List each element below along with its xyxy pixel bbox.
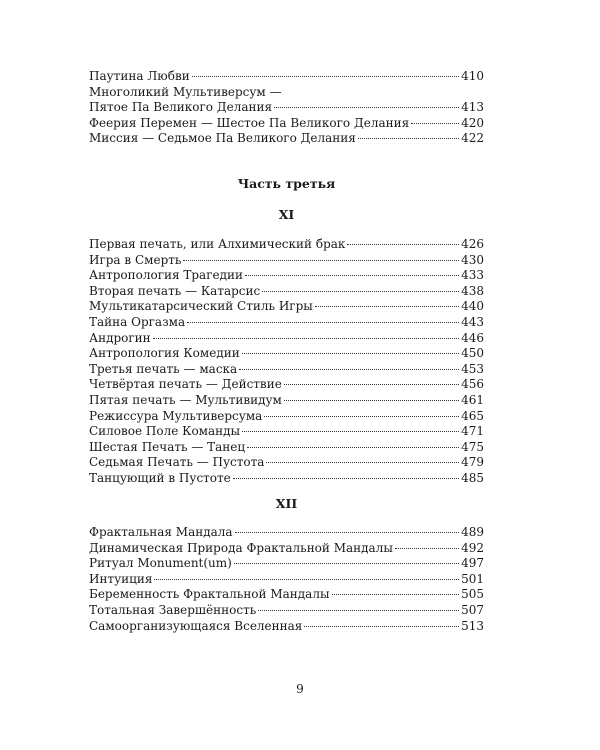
toc-entry bbox=[89, 362, 484, 378]
dot-leader bbox=[187, 321, 459, 323]
toc-entry-title: Пятая печать — Мультивидум bbox=[89, 392, 282, 407]
toc-entry bbox=[89, 315, 484, 331]
dot-leader bbox=[266, 461, 459, 463]
section-xii-heading: XII bbox=[275, 496, 298, 511]
toc-entry bbox=[89, 471, 484, 487]
toc-entry bbox=[89, 393, 484, 409]
dot-leader bbox=[284, 399, 459, 401]
toc-entry-title: Интуиция bbox=[89, 571, 153, 586]
toc-entry-title: Первая печать, или Алхимический брак bbox=[89, 237, 346, 251]
dot-leader bbox=[233, 477, 459, 479]
toc-entry-page: 465 bbox=[461, 408, 484, 423]
toc-entry bbox=[89, 100, 484, 116]
toc-entry bbox=[89, 377, 484, 393]
section-xi-list bbox=[89, 237, 484, 487]
toc-entry bbox=[89, 619, 484, 635]
toc-entry bbox=[89, 556, 484, 572]
dot-leader bbox=[183, 259, 459, 261]
toc-entry-title: Третья печать — маска bbox=[89, 361, 238, 376]
toc-entry-title: Тотальная Завершённость bbox=[89, 602, 257, 617]
toc-entry bbox=[89, 525, 484, 541]
dot-leader bbox=[258, 609, 459, 611]
toc-continued-block bbox=[89, 69, 484, 147]
toc-entry bbox=[89, 284, 484, 300]
dot-leader bbox=[234, 562, 459, 564]
dot-leader bbox=[411, 122, 459, 124]
toc-entry-title: Танцующий в Пустоте bbox=[89, 470, 231, 485]
toc-entry bbox=[89, 424, 484, 440]
toc-entry bbox=[89, 346, 484, 362]
toc-entry-page: 450 bbox=[461, 346, 484, 361]
toc-entry-page: 438 bbox=[461, 283, 484, 298]
toc-entry-title: Пятое Па Великого Делания bbox=[89, 100, 273, 115]
toc-entry-title: Мультикатарсический Стиль Игры bbox=[89, 299, 313, 314]
dot-leader bbox=[154, 578, 459, 580]
toc-entry-title: Паутина Любви bbox=[89, 69, 190, 83]
toc-entry-title: Вторая печать — Катарсис bbox=[89, 283, 261, 298]
toc-entry-page: 430 bbox=[461, 252, 484, 267]
toc-entry bbox=[89, 331, 484, 347]
toc-entry-page: 501 bbox=[461, 571, 484, 586]
toc-entry-page: 479 bbox=[461, 455, 484, 470]
dot-leader bbox=[245, 274, 459, 276]
toc-entry-page: 422 bbox=[461, 131, 484, 146]
toc-entry-page: 505 bbox=[461, 587, 484, 602]
toc-entry-title: Силовое Поле Команды bbox=[89, 424, 241, 439]
toc-entry-page: 456 bbox=[461, 377, 484, 392]
dot-leader bbox=[235, 531, 460, 533]
toc-entry bbox=[89, 572, 484, 588]
toc-entry bbox=[89, 69, 484, 85]
toc-entry-page: 513 bbox=[461, 618, 484, 633]
dot-leader bbox=[153, 337, 459, 339]
dot-leader bbox=[264, 415, 459, 417]
toc-entry-title: Феерия Перемен — Шестое Па Великого Делания bbox=[89, 115, 410, 130]
toc-entry-page: 471 bbox=[461, 424, 484, 439]
dot-leader bbox=[284, 383, 459, 385]
dot-leader bbox=[262, 290, 459, 292]
toc-entry-title-line: Многоликий Мультиверсум — bbox=[89, 84, 282, 99]
toc-entry-title: Антропология Трагедии bbox=[89, 268, 243, 283]
toc-entry bbox=[89, 299, 484, 315]
part-heading: Часть третья bbox=[237, 176, 336, 191]
toc-entry-title: Беременность Фрактальной Мандалы bbox=[89, 587, 330, 602]
toc-entry-title: Игра в Смерть bbox=[89, 252, 182, 267]
toc-entry-title: Тайна Оргазма bbox=[89, 314, 186, 329]
dot-leader bbox=[274, 106, 459, 108]
toc-entry-page: 461 bbox=[461, 392, 484, 407]
toc-entry bbox=[89, 237, 484, 253]
dot-leader bbox=[192, 75, 459, 77]
dot-leader bbox=[332, 593, 460, 595]
toc-entry-title: Ритуал Monument(um) bbox=[89, 556, 232, 571]
toc-entry-page: 443 bbox=[461, 314, 484, 329]
page-number: 9 bbox=[296, 682, 304, 696]
toc-entry bbox=[89, 131, 484, 147]
toc-entry-page: 453 bbox=[461, 361, 484, 376]
dot-leader bbox=[242, 430, 459, 432]
section-xii-list bbox=[89, 525, 484, 634]
toc-entry-page: 410 bbox=[461, 69, 484, 83]
dot-leader bbox=[315, 305, 459, 307]
toc-entry-title: Режиссура Мультиверсума bbox=[89, 408, 263, 423]
toc-entry-page: 492 bbox=[461, 540, 484, 555]
section-xi-heading: XI bbox=[278, 207, 295, 222]
dot-leader bbox=[358, 137, 459, 139]
toc-entry-page: 446 bbox=[461, 330, 484, 345]
toc-entry-page: 489 bbox=[461, 525, 484, 539]
toc-entry-page: 420 bbox=[461, 115, 484, 130]
toc-entry-page: 507 bbox=[461, 602, 484, 617]
dot-leader bbox=[304, 625, 459, 627]
toc-entry-page: 433 bbox=[461, 268, 484, 283]
toc-entry bbox=[89, 603, 484, 619]
toc-entry-page: 413 bbox=[461, 100, 484, 115]
toc-entry-title: Миссия — Седьмое Па Великого Делания bbox=[89, 131, 356, 146]
toc-entry bbox=[89, 440, 484, 456]
dot-leader bbox=[347, 243, 459, 245]
toc-entry-page: 485 bbox=[461, 470, 484, 485]
toc-entry-title: Седьмая Печать — Пустота bbox=[89, 455, 265, 470]
toc-entry-page: 426 bbox=[461, 237, 484, 251]
toc-entry-title: Шестая Печать — Танец bbox=[89, 439, 246, 454]
toc-entry bbox=[89, 116, 484, 132]
toc-entry bbox=[89, 253, 484, 269]
toc-entry-page: 475 bbox=[461, 439, 484, 454]
toc-entry bbox=[89, 541, 484, 557]
toc-entry-title: Антропология Комедии bbox=[89, 346, 240, 361]
dot-leader bbox=[239, 368, 459, 370]
dot-leader bbox=[395, 547, 459, 549]
toc-entry-title: Самоорганизующаяся Вселенная bbox=[89, 618, 303, 633]
toc-entry-title: Динамическая Природа Фрактальной Мандалы bbox=[89, 540, 393, 555]
toc-entry bbox=[89, 268, 484, 284]
toc-entry-page: 440 bbox=[461, 299, 484, 314]
toc-entry-page: 497 bbox=[461, 556, 484, 571]
dot-leader bbox=[242, 352, 459, 354]
toc-entry-title: Андрогин bbox=[89, 330, 151, 345]
toc-entry-title: Фрактальная Мандала bbox=[89, 525, 233, 539]
toc-entry bbox=[89, 587, 484, 603]
toc-entry-title: Четвёртая печать — Действие bbox=[89, 377, 282, 392]
toc-entry bbox=[89, 455, 484, 471]
toc-entry bbox=[89, 409, 484, 425]
dot-leader bbox=[247, 446, 459, 448]
